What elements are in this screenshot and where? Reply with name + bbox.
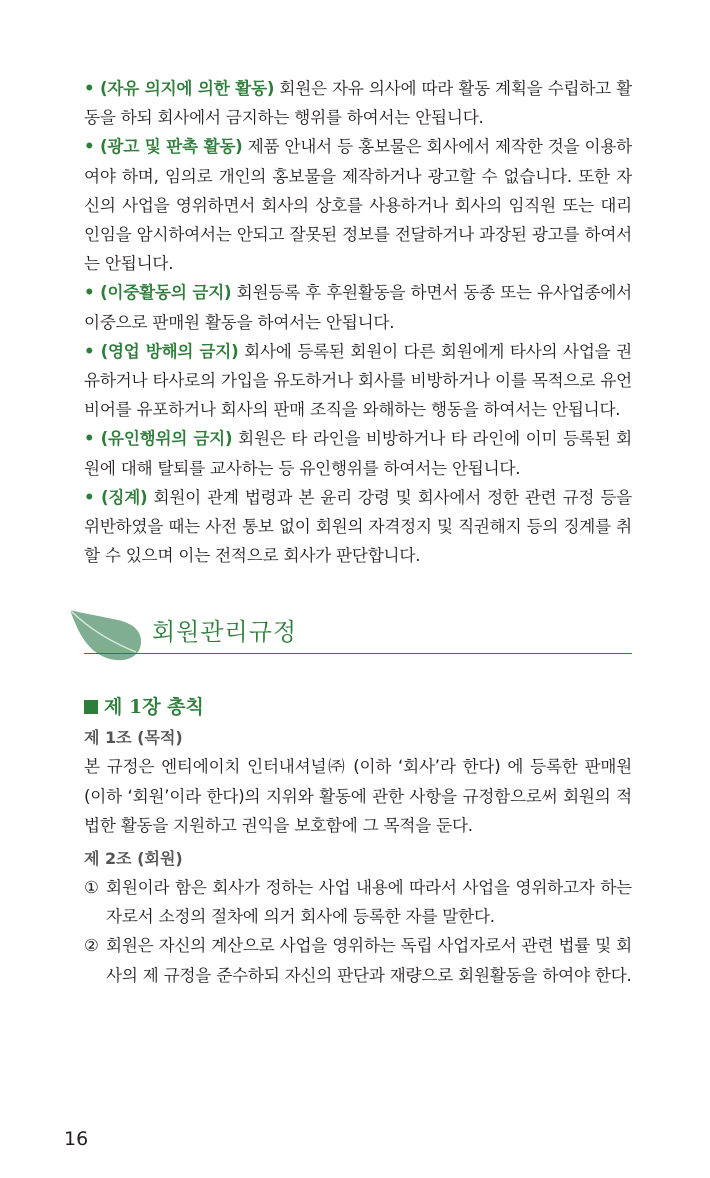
article-1-title: 제 1조 (목적) (84, 728, 183, 748)
rule-item (84, 278, 632, 336)
section-header (84, 608, 632, 680)
square-bullet-icon (84, 700, 98, 714)
clause-number: ① (84, 878, 99, 898)
rule-lead: • (자유 의지에 의한 활동) (84, 79, 275, 98)
leaf-icon (66, 608, 146, 668)
rule-lead: • (광고 및 판촉 활동) (84, 137, 243, 157)
page-content (84, 74, 632, 990)
rule-item (84, 337, 632, 425)
section-title: 회원관리규정 (152, 618, 298, 647)
rule-text: 회원은 자유 의사에 따라 활동 계획을 수립하고 활동을 하되 회사에서 금지하는 행위를 하여서는 안됩니다. (84, 79, 632, 128)
rule-item (84, 74, 632, 132)
chapter-heading (84, 692, 632, 719)
article-2-clause (84, 873, 632, 931)
rule-text: 회원등록 후 후원활동을 하면서 동종 또는 유사업종에서 이중으로 판매원 활동을 하여서는 안됩니다. (84, 283, 632, 332)
chapter-title: 제 1장 총칙 (104, 696, 204, 719)
rule-item (84, 424, 632, 482)
rule-text: 회원은 타 라인을 비방하거나 타 라인에 이미 등록된 회원에 대해 탈퇴를 교사하는 등 유인행위를 하여서는 안됩니다. (84, 429, 633, 478)
rule-item (84, 132, 632, 278)
article-1-text: 본 규정은 엔티에이치 인터내셔널㈜ (이하 ‘회사’라 한다) 에 등록한 판매원(이하 ‘회원’이라 한다)의 지위와 활동에 관한 사항을 규정함으로써 회원의 적법한 활동을 지원하고 권익을 보호함에 그 목적을 둔다. (84, 757, 632, 835)
section-divider (84, 653, 632, 654)
rule-text: 회사에 등록된 회원이 다른 회원에게 타사의 사업을 권유하거나 타사로의 가입을 유도하거나 회사를 비방하거나 이를 목적으로 유언비어를 유포하거나 회사의 판매 조직을 와해하는 행동을 하여서는 안됩니다. (84, 341, 632, 420)
rule-item (84, 483, 632, 571)
rule-lead: • (징계) (84, 487, 148, 507)
rule-lead: • (영업 방해의 금지) (84, 341, 239, 361)
clause-text: 회원은 자신의 계산으로 사업을 영위하는 독립 사업자로서 관련 법률 및 회사의 제 규정을 준수하되 자신의 판단과 재량으로 회원활동을 하여야 한다. (106, 936, 632, 985)
clause-text: 회원이라 함은 회사가 정하는 사업 내용에 따라서 사업을 영위하고자 하는 자로서 소정의 절차에 의거 회사에 등록한 자를 말한다. (106, 878, 632, 927)
clause-number: ② (84, 936, 99, 956)
page-number: 16 (64, 1128, 89, 1150)
rule-lead: • (유인행위의 금지) (84, 429, 233, 449)
article-2-clause (84, 931, 632, 989)
rule-text: 회원이 관계 법령과 본 윤리 강령 및 회사에서 정한 관련 규정 등을 위반하였을 때는 사전 통보 없이 회원의 자격정지 및 직권해지 등의 징계를 취할 수 있으며 이는 전적으로 회사가 판단합니다. (84, 487, 632, 566)
rule-text: 제품 안내서 등 홍보물은 회사에서 제작한 것을 이용하여야 하며, 임의로 개인의 홍보물을 제작하거나 광고할 수 없습니다. 또한 자신의 사업을 영위하면서 회사의 상호를 사용하거나 회사의 임직원 또는 대리인임을 암시하여서는 안되고 잘못된 정보를 전달하거나 과장된 광고를 하여서는 안됩니다. (84, 137, 632, 274)
article-2-title: 제 2조 (회원) (84, 849, 183, 869)
rule-lead: • (이중활동의 금지) (84, 283, 232, 303)
